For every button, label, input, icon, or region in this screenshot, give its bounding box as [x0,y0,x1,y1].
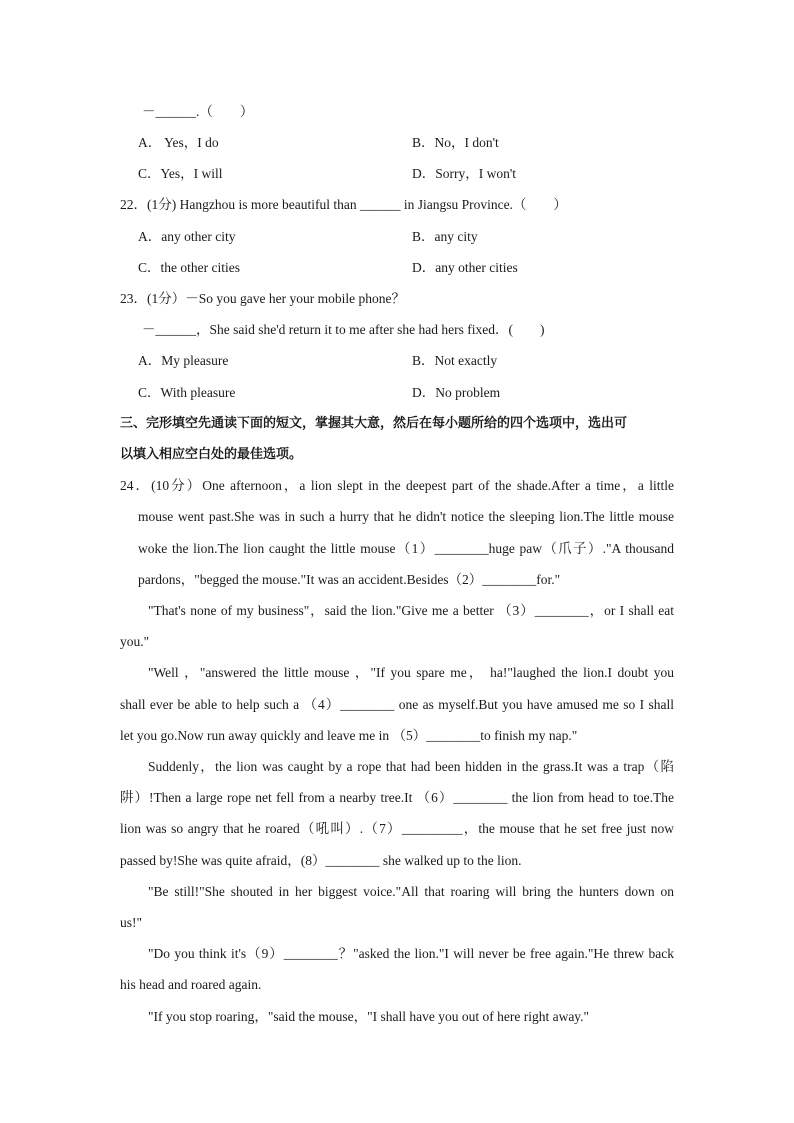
q24-line-16: "Do you think it's（9）________？"asked the lion."I will never be free again."He threw back [148,946,674,961]
q21-option-d[interactable]: D．Sorry，I won't [412,166,517,181]
q24-line-11: 阱）!Then a large rope net fell from a nearby tree.It （6）________ the lion from head to toe.The [120,790,674,805]
q24-line-2: mouse went past.She was in such a hurry that he didn't notice the sleeping lion.The little mouse [138,509,674,524]
q24-line-18: "If you stop roaring，"said the mouse，"I shall have you out of here right away." [148,1009,590,1024]
q24-line-7: "Well ，"answered the little mouse ，"If you spare me， ha!"laughed the lion.I doubt you [148,665,674,680]
section-3-heading-line-1: 三、完形填空先通读下面的短文，掌握其大意，然后在每小题所给的四个选项中，选出可 [120,416,628,431]
q23-option-c[interactable]: C．With pleasure [138,385,236,400]
q22-option-a[interactable]: A．any other city [138,229,236,244]
q24-line-17: his head and roared again. [120,977,262,992]
q21-option-a[interactable]: A． Yes，I do [138,135,219,150]
q22-stem: 22．(1分) Hangzhou is more beautiful than ______ in Jiangsu Province.（ ） [120,197,567,212]
q24-line-4: pardons，"begged the mouse."It was an accident.Besides（2）________for." [138,572,561,587]
q24-line-6: you." [120,634,150,649]
q24-line-9: let you go.Now run away quickly and leave me in （5）________to finish my nap." [120,728,578,743]
q23-option-d[interactable]: D．No problem [412,385,501,400]
q24-line-10: Suddenly，the lion was caught by a rope that had been hidden in the grass.It was a trap（陷 [148,759,674,774]
q24-line-12: lion was so angry that he roared（吼叫）.（7）_________，the mouse that he set free just now [120,821,674,836]
q24-line-13: passed by!She was quite afraid，(8）________ she walked up to the lion. [120,853,522,868]
q22-option-c[interactable]: C．the other cities [138,260,240,275]
q24-line-14: "Be still!"She shouted in her biggest voice."All that roaring will bring the hunters down on [148,884,674,899]
q23-stem: 23．(1分）－So you gave her your mobile phone？ [120,291,405,306]
section-3-heading-line-2: 以填入相应空白处的最佳选项。 [120,447,303,462]
q23-option-a[interactable]: A．My pleasure [138,353,229,368]
q24-line-3: woke the lion.The lion caught the little mouse（1）________huge paw（爪子）."A thousand [138,541,674,556]
q23-option-b[interactable]: B．Not exactly [412,353,498,368]
q24-line-8: shall ever be able to help such a （4）________ one as myself.But you have amused me so I shall [120,697,674,712]
q22-option-b[interactable]: B．any city [412,229,478,244]
q21-option-b[interactable]: B．No，I don't [412,135,499,150]
q24-line-15: us!" [120,915,143,930]
q22-option-d[interactable]: D．any other cities [412,260,518,275]
q21-answer-line: －______.（ ） [142,104,254,119]
q21-option-c[interactable]: C．Yes，I will [138,166,223,181]
q24-line-1: 24．(10分）One afternoon，a lion slept in the deepest part of the shade.After a time，a little [120,478,674,493]
q24-line-5: "That's none of my business"，said the lion."Give me a better （3）________，or I shall eat [148,603,674,618]
q23-answer-line: －______，She said she'd return it to me after she had hers fixed．( ) [142,322,545,337]
